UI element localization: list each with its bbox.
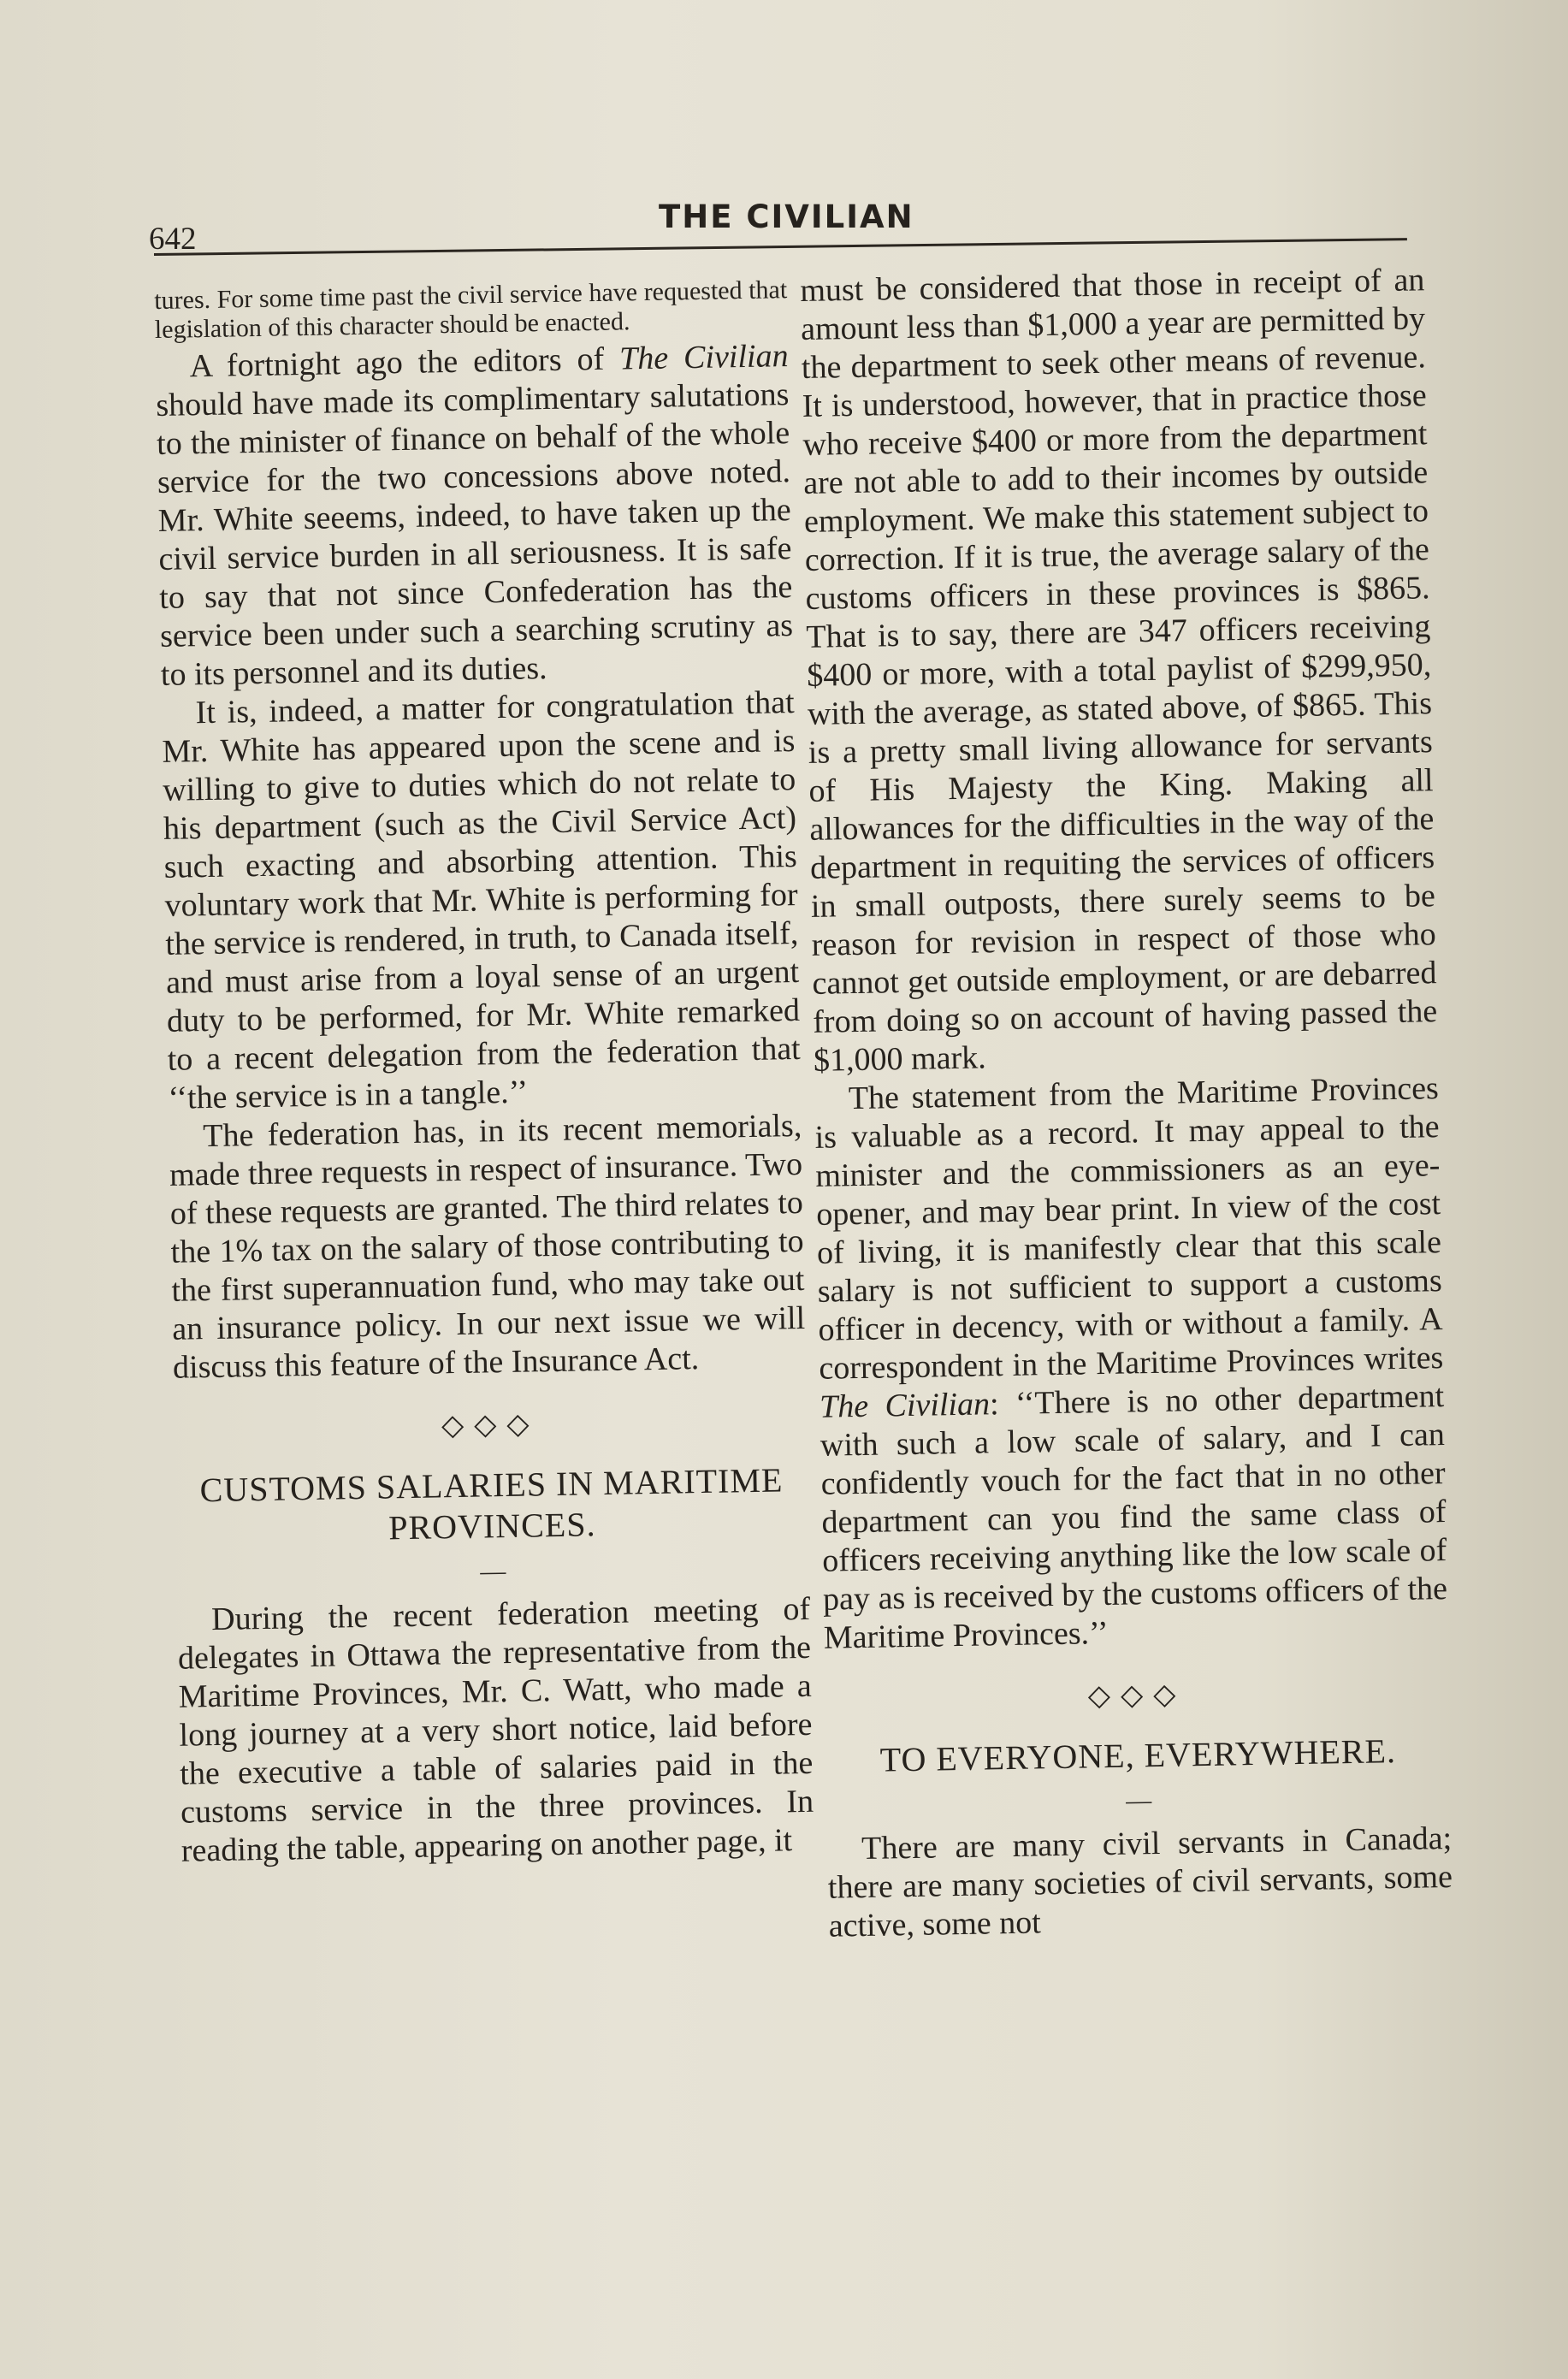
page-header: [145, 195, 1403, 272]
paragraph: There are many civil servants in Canada; there are many societies of civil servants, some active, some not: [827, 1820, 1453, 1944]
header-rule: [154, 238, 1407, 256]
lead-paragraph: tures. For some time past the civil service have requested that legislation of this character should be enacted.: [154, 275, 788, 344]
title-dash: —: [1125, 1786, 1152, 1815]
right-column: [800, 261, 1453, 1945]
title-dash: —: [479, 1557, 506, 1586]
paragraph-text: : ‘‘There is no other department with such a low scale of salary, and I can confidently vouch for the fact that in no other department can you find the same class of officers receiving anything like the low scale of pay as is received by the customs officers of the Maritime Provinces.’’: [820, 1378, 1448, 1656]
section-title: CUSTOMS SALARIES IN MARITIME PROVINCES.: [199, 1460, 784, 1548]
paragraph: During the recent federation meeting of delegates in Ottawa the representative from the Maritime Provinces, Mr. C. Watt, who made a long journey at a very short notice, laid before the executive a table of salaries paid in the customs service in the three provinces. In reading the table, appearing on another page, it: [177, 1590, 814, 1869]
paragraph-text: should have made its complimentary salutations to the minister of finance on behalf of the whole service for the two concessions above noted. Mr. White seeems, indeed, to have taken up the civil service burden in all seriousness. It is safe to say that not since Confederation has the service been under such a searching scrutiny as to its personnel and its duties.: [156, 376, 794, 693]
publication-name: The Civilian: [618, 338, 789, 377]
paragraph-text: A fortnight ago the editors of: [189, 340, 620, 385]
paragraph-text: The statement from the Maritime Provinces is valuable as a record. It may appeal to the minister and the commissioners as an eye-opener, and may bear print. In view of the cost of living, it is manifestly clear that this scale salary is not sufficient to support a customs officer in decency, with or without a family. A correspondent in the Maritime Provinces writes: [814, 1070, 1444, 1387]
publication-name: The Civilian: [819, 1386, 991, 1425]
paragraph: The federation has, in its recent memorials, made three requests in respect of insurance. Two of these requests are granted. The third relates to the 1% tax on the salary of those contributing to the first superannuation fund, who may take out an insurance policy. In our next issue we will discuss this feature of the Insurance Act.: [169, 1107, 806, 1386]
paragraph: [155, 337, 794, 695]
section-divider: ◇◇◇: [1087, 1678, 1186, 1713]
paragraph: [814, 1069, 1448, 1658]
paragraph: It is, indeed, a matter for congratulation that Mr. White has appeared upon the scene and is willing to give to duties which do not relate to his department (such as the Civil Service Act) such exacting and absorbing attention. This voluntary work that Mr. White is performing for the service is rendered, in truth, to Canada itself, and must arise from a loyal sense of an urgent duty to be performed, for Mr. White remarked to a recent delegation from the federation that ‘‘the service is in a tangle.’’: [162, 684, 802, 1116]
section-divider: ◇◇◇: [441, 1408, 540, 1442]
left-column: [154, 275, 814, 1871]
paragraph: must be considered that those in receipt of an amount less than $1,000 a year are permitted by the department to seek other means of revenue. It is understood, however, that in practice those who receive $400 or more from the department are not able to add to their incomes by outside employment. We make this statement subject to correction. If it is true, the average salary of the customs officers in these provinces is $865. That is to say, there are 347 officers receiving $400 or more, with a total paylist of $299,950, with the average, as stated above, of $865. This is a pretty small living allowance for servants of His Majesty the King. Making all allowances for the difficulties in the way of the department in requiting the services of officers in small outposts, there surely seems to be reason for revision in respect of those who cannot get outside employment, or are debarred from doing so on account of having passed the $1,000 mark.: [800, 262, 1438, 1079]
page-number: 642: [149, 222, 197, 257]
section-title: TO EVERYONE, EVERYWHERE.: [879, 1731, 1397, 1779]
journal-title: THE CIVILIAN: [659, 198, 914, 235]
